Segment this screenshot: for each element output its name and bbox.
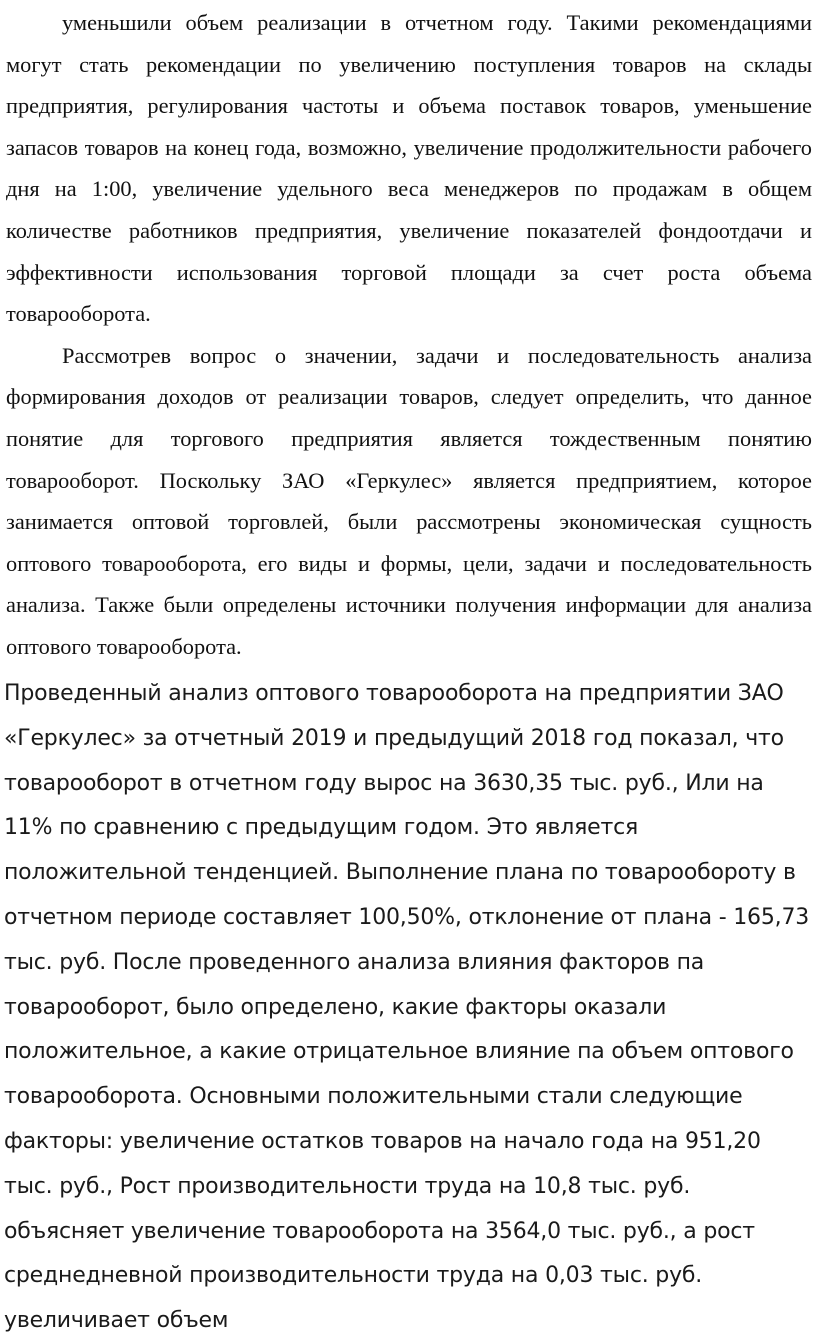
- serif-text-block: [6, 2, 812, 668]
- paragraph-analysis-results: Проведенный анализ оптового товарооборота на предприятии ЗАО «Геркулес» за отчетный 2019 и предыдущий 2018 год показал, что товарооборот в отчетном году вырос на 3630,35 тыс. руб., Или на 11% по сравнению с предыдущим годом. Это является положительной тенденцией. Выполнение плана по товарообороту в отчетном периоде составляет 100,50%, отклонение от плана - 165,73 тыс. руб. После проведенного анализа влияния факторов па товарооборот, было определено, какие факторы оказали положительное, а какие отрицательное влияние па объем оптового товарооборота. Основными положительными стали следующие факторы: увеличение остатков товаров на начало года на 951,20 тыс. руб., Рост производительности труда на 10,8 тыс. руб. объясняет увеличение товарооборота на 3564,0 тыс. руб., а рост среднедневной производительности труда на 0,03 тыс. руб. увеличивает объем: [4, 681, 810, 1334]
- paragraph-analysis-review: Рассмотрев вопрос о значении, задачи и последовательность анализа формирования доходов от реализации товаров, следует определить, что данное понятие для торгового предприятия является тождественным понятию товарооборот. Поскольку ЗАО «Геркулес» является предприятием, которое занимается оптовой торговлей, были рассмотрены экономическая сущность оптового товарооборота, его виды и формы, цели, задачи и последовательность анализа. Также были определены источники получения информации для анализа оптового товарооборота.: [6, 342, 812, 659]
- paragraph-continuation: уменьшили объем реализации в отчетном году. Такими рекомендациями могут стать рекомендации по увеличению поступления товаров на склады предприятия, регулирования частоты и объема поставок товаров, уменьшение запасов товаров на конец года, возможно, увеличение продолжительности рабочего дня на 1:00, увеличение удельного веса менеджеров по продажам в общем количестве работников предприятия, увеличение показателей фондоотдачи и эффективности использования торговой площади за счет роста объема товарооборота.: [6, 10, 812, 327]
- sans-text-block: [4, 672, 814, 1344]
